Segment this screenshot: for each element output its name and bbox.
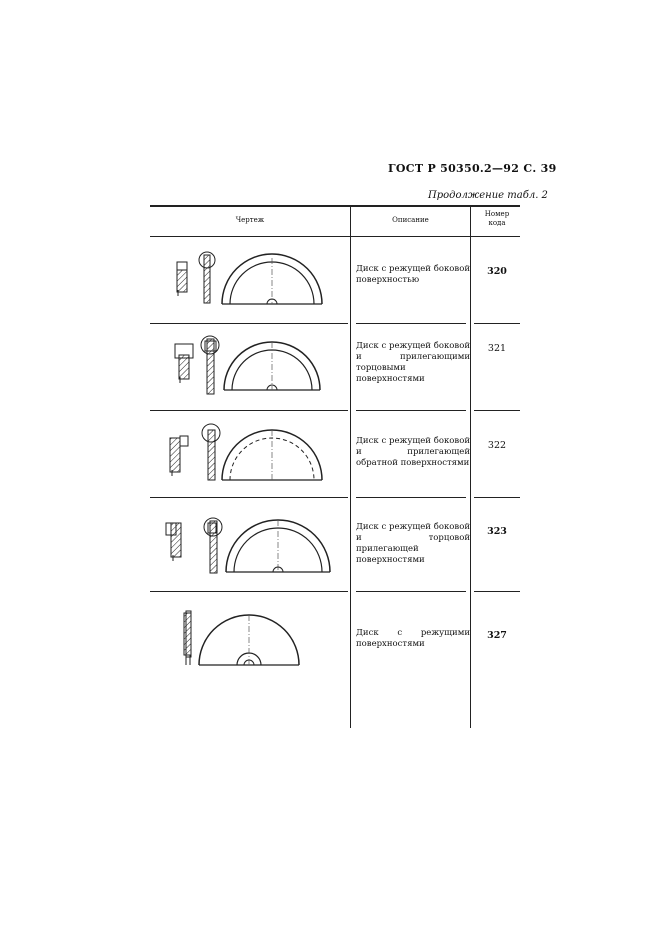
document-reference: ГОСТ Р 50350.2—92 С. 39 — [388, 162, 557, 175]
description-327: Диск с режущими поверхностями — [356, 628, 470, 649]
row-rule — [474, 323, 520, 324]
table-top-rule — [150, 205, 520, 207]
column-header-drawing: Чертеж — [235, 216, 265, 224]
code-327: 327 — [487, 630, 507, 641]
table-continuation-label: Продолжение табл. 2 — [428, 190, 548, 201]
row-rule — [356, 323, 466, 324]
code-322: 322 — [487, 440, 507, 451]
description-323: Диск с режущей боковой и торцовой прилегающей поверхностями — [356, 522, 470, 565]
description-320: Диск с режущей боковой поверхностью — [356, 264, 470, 285]
row-rule — [150, 591, 348, 592]
row-rule — [356, 497, 466, 498]
column-header-description: Описание — [392, 216, 429, 224]
code-323: 323 — [487, 526, 507, 537]
row-rule — [356, 410, 466, 411]
description-321: Диск с режущей боковой и прилегающими торцовыми поверхностями — [356, 341, 470, 384]
drawing-322 — [150, 414, 350, 504]
drawing-327 — [150, 605, 350, 695]
description-322: Диск с режущей боковой и прилегающей обратной поверхностями — [356, 436, 470, 468]
column-divider-2 — [470, 206, 471, 728]
row-rule — [474, 497, 520, 498]
code-321: 321 — [487, 343, 507, 354]
drawing-323 — [150, 501, 350, 591]
row-rule — [474, 591, 520, 592]
drawing-321 — [150, 327, 350, 417]
column-header-code: Номер кода — [484, 210, 510, 227]
drawing-320 — [150, 240, 350, 330]
code-320: 320 — [487, 266, 507, 277]
row-rule — [474, 410, 520, 411]
header-bottom-rule — [150, 236, 520, 237]
column-divider-1 — [350, 206, 351, 728]
row-rule — [356, 591, 466, 592]
